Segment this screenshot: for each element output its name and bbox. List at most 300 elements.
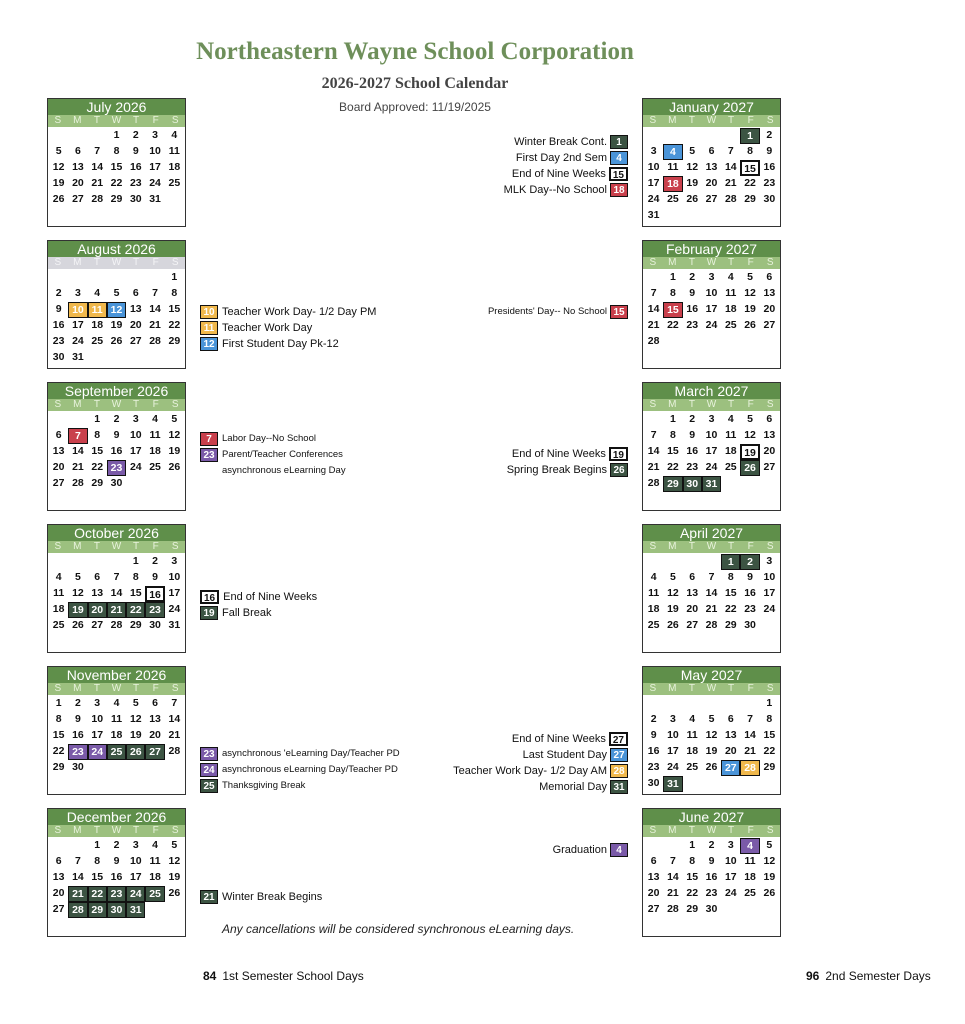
first-semester-label: 1st Semester School Days xyxy=(222,969,364,983)
day-cell: 24 xyxy=(647,193,660,205)
day-cell: 24 xyxy=(705,319,718,331)
day-cell: 26 xyxy=(763,887,776,899)
day-empty xyxy=(702,918,721,934)
legend-text: Parent/Teacher Conferences xyxy=(222,449,343,460)
day-cell: 11 xyxy=(168,145,180,157)
day-empty xyxy=(49,918,68,934)
day-cell: 3 xyxy=(171,555,178,567)
day-cell: 5 xyxy=(171,413,178,425)
day-cell: 14 xyxy=(110,587,123,599)
day-empty xyxy=(145,270,164,286)
month-april-2027 xyxy=(642,524,781,653)
day-cell: 5 xyxy=(55,145,62,157)
month-october-2026 xyxy=(47,524,186,653)
day-cell: 22 xyxy=(168,319,181,331)
day-cell: 8 xyxy=(113,145,120,157)
day-empty xyxy=(683,776,702,792)
day-cell: 12 xyxy=(168,855,181,867)
day-cell: 22 xyxy=(91,461,104,473)
weekday-header xyxy=(48,115,185,127)
day-empty xyxy=(644,554,663,570)
day-cell: 29 xyxy=(663,476,682,492)
legend-text: asynchronous 'eLearning Day/Teacher PD xyxy=(222,748,400,759)
weekday-label: T xyxy=(688,399,695,410)
day-cell: 29 xyxy=(168,335,181,347)
day-empty xyxy=(721,696,740,712)
weekday-label: S xyxy=(649,257,657,268)
weekday-label: W xyxy=(706,683,717,694)
weekday-label: M xyxy=(73,115,82,126)
day-cell: 8 xyxy=(689,855,696,867)
weekday-label: S xyxy=(54,541,62,552)
day-empty xyxy=(88,760,107,776)
day-cell: 3 xyxy=(708,413,715,425)
weekday-header xyxy=(48,825,185,837)
weekday-label: F xyxy=(747,257,754,268)
day-cell: 31 xyxy=(647,209,660,221)
day-cell: 8 xyxy=(171,287,178,299)
day-cell: 24 xyxy=(724,887,737,899)
legend-swatch: 4 xyxy=(610,151,628,165)
weekday-label: T xyxy=(93,115,100,126)
day-cell: 15 xyxy=(763,729,776,741)
day-empty xyxy=(740,492,759,508)
day-cell: 26 xyxy=(126,744,145,760)
day-cell: 28 xyxy=(667,903,679,915)
day-cell: 2 xyxy=(113,839,120,851)
day-cell: 26 xyxy=(52,193,65,205)
weekday-header xyxy=(643,115,780,127)
day-cell: 19 xyxy=(686,177,699,189)
day-empty xyxy=(145,776,164,792)
day-empty xyxy=(683,128,702,144)
day-cell: 24 xyxy=(763,603,776,615)
day-cell: 16 xyxy=(647,745,660,757)
day-cell: 8 xyxy=(727,571,734,583)
day-cell: 7 xyxy=(727,145,734,157)
day-cell: 24 xyxy=(126,886,145,902)
day-grid xyxy=(48,695,185,794)
day-cell: 24 xyxy=(168,603,181,615)
day-cell: 11 xyxy=(686,729,698,741)
day-cell: 11 xyxy=(744,855,756,867)
day-empty xyxy=(88,554,107,570)
day-cell: 21 xyxy=(107,602,126,618)
weekday-label: S xyxy=(171,825,179,836)
day-cell: 11 xyxy=(648,587,660,599)
day-cell: 26 xyxy=(744,319,756,331)
day-cell: 5 xyxy=(747,413,753,425)
legend-swatch: 31 xyxy=(610,780,628,794)
day-cell: 9 xyxy=(766,145,773,157)
day-cell: 21 xyxy=(744,745,756,757)
day-cell: 2 xyxy=(55,287,62,299)
day-grid xyxy=(48,553,185,652)
legend-text: asynchronous eLearning Day xyxy=(222,465,346,476)
day-cell: 23 xyxy=(647,761,660,773)
day-cell: 1 xyxy=(132,555,139,567)
day-empty xyxy=(165,918,184,934)
day-cell: 1 xyxy=(721,554,740,570)
day-cell: 4 xyxy=(663,144,682,160)
day-empty xyxy=(165,634,184,650)
day-empty xyxy=(126,776,145,792)
day-empty xyxy=(49,270,68,286)
first-semester-days xyxy=(203,969,364,983)
day-cell: 6 xyxy=(650,855,657,867)
day-cell: 9 xyxy=(113,855,120,867)
day-cell: 20 xyxy=(88,602,107,618)
day-cell: 18 xyxy=(91,319,104,331)
day-cell: 25 xyxy=(52,619,65,631)
day-empty xyxy=(145,350,164,366)
month-june-2027 xyxy=(642,808,781,937)
day-cell: 18 xyxy=(686,745,699,757)
day-cell: 2 xyxy=(75,697,81,709)
day-cell: 15 xyxy=(667,445,679,457)
day-cell: 11 xyxy=(149,855,161,867)
month-title: May 2027 xyxy=(643,667,780,683)
day-cell: 19 xyxy=(705,745,718,757)
day-cell: 21 xyxy=(647,319,660,331)
month-november-2026 xyxy=(47,666,186,795)
day-cell: 23 xyxy=(145,602,164,618)
day-cell: 15 xyxy=(110,161,123,173)
day-grid xyxy=(643,127,780,226)
weekday-label: W xyxy=(706,541,717,552)
legend-swatch: 15 xyxy=(610,305,628,319)
day-cell: 29 xyxy=(763,761,776,773)
weekday-header xyxy=(48,683,185,695)
month-title: September 2026 xyxy=(48,383,185,399)
legend-text: Memorial Day xyxy=(539,780,607,793)
weekday-label: T xyxy=(728,115,735,126)
day-empty xyxy=(721,918,740,934)
weekday-label: S xyxy=(171,399,179,410)
legend-swatch: 27 xyxy=(609,732,628,746)
day-cell: 23 xyxy=(52,335,65,347)
day-empty xyxy=(644,838,663,854)
day-cell: 9 xyxy=(689,429,696,441)
day-cell: 28 xyxy=(149,335,161,347)
day-empty xyxy=(145,918,164,934)
legend-item xyxy=(200,889,322,904)
weekday-label: T xyxy=(688,683,695,694)
day-cell: 12 xyxy=(168,429,181,441)
legend-text: Fall Break xyxy=(222,606,272,619)
day-empty xyxy=(107,492,126,508)
day-empty xyxy=(721,634,740,650)
legend-swatch: 4 xyxy=(610,843,628,857)
day-cell: 5 xyxy=(708,713,715,725)
day-empty xyxy=(145,634,164,650)
day-empty xyxy=(126,492,145,508)
day-cell: 1 xyxy=(171,271,178,283)
weekday-label: S xyxy=(766,541,774,552)
day-cell: 30 xyxy=(705,903,718,915)
day-cell: 21 xyxy=(91,177,104,189)
month-title: November 2026 xyxy=(48,667,185,683)
day-cell: 19 xyxy=(129,729,142,741)
day-cell: 16 xyxy=(72,729,84,741)
day-cell: 27 xyxy=(52,903,65,915)
day-cell: 17 xyxy=(129,871,142,883)
day-cell: 1 xyxy=(113,129,120,141)
day-grid xyxy=(48,411,185,510)
day-empty xyxy=(644,270,663,286)
day-empty xyxy=(702,208,721,224)
weekday-label: S xyxy=(171,683,179,694)
day-cell: 30 xyxy=(72,761,84,773)
weekday-label: S xyxy=(171,257,179,268)
month-july-2026 xyxy=(47,98,186,227)
day-cell: 1 xyxy=(670,413,676,425)
day-cell: 28 xyxy=(647,477,660,489)
day-cell: 13 xyxy=(129,303,142,315)
legend-swatch: 7 xyxy=(200,432,218,446)
day-cell: 25 xyxy=(149,461,161,473)
legend-swatch: 19 xyxy=(200,606,218,620)
day-cell: 7 xyxy=(152,287,158,299)
day-cell: 9 xyxy=(689,287,696,299)
day-cell: 6 xyxy=(766,271,773,283)
legend-item xyxy=(512,446,628,461)
day-cell: 20 xyxy=(149,729,161,741)
day-cell: 14 xyxy=(72,445,84,457)
day-cell: 9 xyxy=(650,729,657,741)
day-grid xyxy=(643,695,780,794)
day-cell: 10 xyxy=(68,302,87,318)
day-empty xyxy=(702,776,721,792)
day-empty xyxy=(760,634,779,650)
weekday-label: T xyxy=(133,683,140,694)
day-cell: 12 xyxy=(52,161,65,173)
day-grid xyxy=(48,269,185,368)
weekday-header xyxy=(643,541,780,553)
weekday-label: S xyxy=(171,541,179,552)
day-empty xyxy=(165,776,184,792)
day-empty xyxy=(644,350,663,366)
day-cell: 14 xyxy=(647,303,660,315)
day-cell: 28 xyxy=(68,902,87,918)
day-cell: 4 xyxy=(727,271,734,283)
day-cell: 10 xyxy=(168,571,181,583)
day-empty xyxy=(721,476,740,492)
day-empty xyxy=(702,492,721,508)
day-cell: 7 xyxy=(94,145,101,157)
day-grid xyxy=(643,269,780,368)
day-empty xyxy=(126,270,145,286)
day-cell: 15 xyxy=(168,303,181,315)
day-cell: 17 xyxy=(91,729,104,741)
day-empty xyxy=(88,350,107,366)
weekday-label: T xyxy=(728,825,735,836)
day-empty xyxy=(88,128,107,144)
day-cell: 15 xyxy=(91,871,104,883)
day-cell: 14 xyxy=(91,161,104,173)
day-cell: 10 xyxy=(91,713,104,725)
day-cell: 13 xyxy=(724,729,737,741)
day-cell: 23 xyxy=(107,886,126,902)
weekday-label: T xyxy=(133,399,140,410)
day-cell: 22 xyxy=(110,177,123,189)
legend-text: First Day 2nd Sem xyxy=(515,151,607,164)
day-cell: 24 xyxy=(129,461,142,473)
day-empty xyxy=(68,128,87,144)
day-cell: 11 xyxy=(725,429,737,441)
day-cell: 7 xyxy=(113,571,120,583)
day-cell: 20 xyxy=(705,177,718,189)
legend-text: End of Nine Weeks xyxy=(511,167,606,180)
weekday-label: T xyxy=(728,541,735,552)
day-empty xyxy=(644,696,663,712)
day-cell: 23 xyxy=(744,603,756,615)
day-cell: 8 xyxy=(94,855,101,867)
day-cell: 2 xyxy=(740,554,759,570)
day-cell: 24 xyxy=(667,761,679,773)
day-cell: 29 xyxy=(52,761,65,773)
day-cell: 11 xyxy=(88,302,107,318)
day-cell: 25 xyxy=(724,319,737,331)
day-cell: 1 xyxy=(55,697,62,709)
day-cell: 14 xyxy=(667,871,679,883)
day-cell: 28 xyxy=(91,193,104,205)
day-cell: 6 xyxy=(75,145,81,157)
weekday-label: S xyxy=(766,257,774,268)
day-cell: 7 xyxy=(68,428,87,444)
day-cell: 18 xyxy=(647,603,660,615)
day-cell: 13 xyxy=(763,287,776,299)
day-cell: 4 xyxy=(740,838,759,854)
weekday-label: T xyxy=(93,825,100,836)
legend-item xyxy=(512,166,628,181)
weekday-label: S xyxy=(171,115,179,126)
day-cell: 28 xyxy=(110,619,123,631)
day-empty xyxy=(740,634,759,650)
day-empty xyxy=(702,554,721,570)
day-grid xyxy=(643,411,780,510)
day-cell: 30 xyxy=(744,619,756,631)
day-cell: 16 xyxy=(705,871,718,883)
legend-item xyxy=(507,462,628,477)
weekday-header xyxy=(48,257,185,269)
day-cell: 17 xyxy=(168,587,181,599)
day-cell: 22 xyxy=(763,745,776,757)
day-cell: 20 xyxy=(686,603,699,615)
legend-swatch: 28 xyxy=(610,764,628,778)
day-empty xyxy=(49,634,68,650)
day-cell: 31 xyxy=(126,902,145,918)
day-cell: 6 xyxy=(727,713,734,725)
day-cell: 11 xyxy=(149,429,161,441)
day-cell: 19 xyxy=(168,445,181,457)
day-empty xyxy=(88,634,107,650)
month-title: June 2027 xyxy=(643,809,780,825)
day-cell: 15 xyxy=(129,587,142,599)
legend-item xyxy=(200,746,400,761)
day-cell: 8 xyxy=(670,287,676,299)
day-empty xyxy=(68,270,87,286)
legend-swatch: 25 xyxy=(200,779,218,793)
day-cell: 12 xyxy=(744,287,756,299)
legend-swatch: 18 xyxy=(610,183,628,197)
day-cell: 27 xyxy=(705,193,718,205)
day-cell: 19 xyxy=(110,319,123,331)
legend-item xyxy=(200,431,316,446)
day-cell: 4 xyxy=(650,571,657,583)
day-cell: 1 xyxy=(94,839,101,851)
page-title: Northeastern Wayne School Corporation xyxy=(196,38,634,65)
legend-text: Graduation xyxy=(552,843,607,856)
weekday-label: S xyxy=(766,683,774,694)
day-cell: 12 xyxy=(763,855,776,867)
day-cell: 25 xyxy=(168,177,181,189)
legend-text: End of Nine Weeks xyxy=(511,447,606,460)
day-cell: 6 xyxy=(55,855,62,867)
day-cell: 5 xyxy=(113,287,120,299)
day-cell: 8 xyxy=(132,571,139,583)
day-cell: 1 xyxy=(670,271,676,283)
day-empty xyxy=(68,208,87,224)
day-empty xyxy=(760,492,779,508)
day-cell: 12 xyxy=(667,587,679,599)
legend-text: Teacher Work Day- 1/2 Day PM xyxy=(222,305,377,318)
legend-item xyxy=(200,762,398,777)
day-empty xyxy=(165,492,184,508)
day-cell: 3 xyxy=(152,129,158,141)
day-cell: 30 xyxy=(52,351,65,363)
weekday-label: F xyxy=(747,683,754,694)
day-empty xyxy=(68,838,87,854)
day-empty xyxy=(683,350,702,366)
day-cell: 27 xyxy=(52,477,65,489)
day-cell: 1 xyxy=(740,128,759,144)
day-empty xyxy=(107,350,126,366)
day-cell: 14 xyxy=(647,445,660,457)
day-empty xyxy=(107,918,126,934)
day-empty xyxy=(740,918,759,934)
weekday-label: F xyxy=(152,683,159,694)
day-cell: 17 xyxy=(149,161,161,173)
weekday-label: M xyxy=(668,825,677,836)
day-cell: 10 xyxy=(705,429,718,441)
day-empty xyxy=(702,128,721,144)
day-cell: 18 xyxy=(663,176,682,192)
first-semester-count: 84 xyxy=(203,969,217,983)
weekday-label: W xyxy=(111,825,122,836)
day-empty xyxy=(68,776,87,792)
legend-swatch: 11 xyxy=(200,321,218,335)
day-cell: 4 xyxy=(152,839,158,851)
weekday-header xyxy=(643,399,780,411)
day-cell: 4 xyxy=(113,697,120,709)
day-empty xyxy=(165,902,184,918)
day-cell: 27 xyxy=(721,760,740,776)
legend-text: Teacher Work Day xyxy=(222,321,313,334)
legend-item xyxy=(200,336,339,351)
day-cell: 22 xyxy=(126,602,145,618)
day-cell: 27 xyxy=(763,319,776,331)
day-cell: 1 xyxy=(94,413,101,425)
day-empty xyxy=(49,128,68,144)
day-cell: 15 xyxy=(740,160,759,176)
day-cell: 18 xyxy=(110,729,123,741)
day-empty xyxy=(721,350,740,366)
month-title: July 2026 xyxy=(48,99,185,115)
day-cell: 31 xyxy=(149,193,161,205)
weekday-label: S xyxy=(649,399,657,410)
month-march-2027 xyxy=(642,382,781,511)
